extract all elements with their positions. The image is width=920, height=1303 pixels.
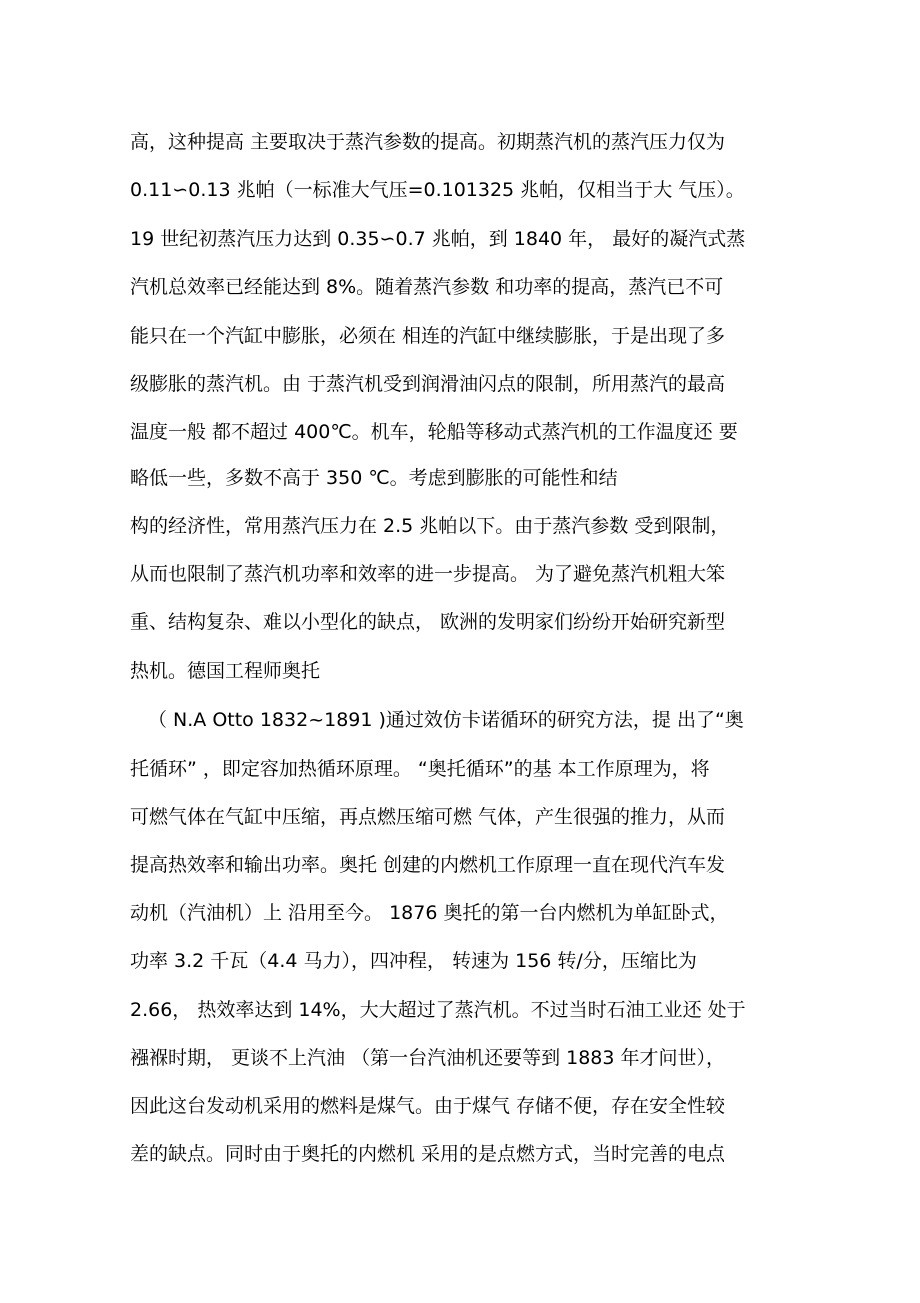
text-line: 0.11∽0.13 兆帕（一标准大气压=0.101325 兆帕，仅相当于大 气压）。: [130, 179, 745, 201]
text-line: 19 世纪初蒸汽压力达到 0.35∽0.7 兆帕，到 1840 年， 最好的凝汽式蒸: [130, 228, 746, 250]
text-line: 能只在一个汽缸中膨胀，必须在 相连的汽缸中继续膨胀，于是出现了多: [130, 325, 726, 347]
text-line: 托循环” ，即定容加热循环原理。 “奥托循环”的基 本工作原理为，将: [130, 758, 710, 780]
text-line: 汽机总效率已经能达到 8%。随着蒸汽参数 和功率的提高，蒸汽已不可: [130, 276, 724, 298]
text-line: 提高热效率和输出功率。奥托 创建的内燃机工作原理一直在现代汽车发: [130, 854, 726, 876]
text-line: 功率 3.2 千瓦（4.4 马力），四冲程， 转速为 156 转/分，压缩比为: [130, 950, 697, 972]
text-line: 从而也限制了蒸汽机功率和效率的进一步提高。 为了避免蒸汽机粗大笨: [130, 563, 726, 585]
text-line: 略低一些，多数不高于 350 ℃。考虑到膨胀的可能性和结: [130, 467, 618, 489]
text-line: 构的经济性，常用蒸汽压力在 2.5 兆帕以下。由于蒸汽参数 受到限制，: [130, 515, 730, 537]
text-line: 重、结构复杂、难以小型化的缺点， 欧洲的发明家们纷纷开始研究新型: [130, 611, 726, 633]
text-line: 可燃气体在气缸中压缩，再点燃压缩可燃 气体，产生很强的推力，从而: [130, 806, 726, 828]
text-line: 热机。德国工程师奥托: [130, 660, 321, 682]
text-line: 动机（汽油机）上 沿用至今。 1876 奥托的第一台内燃机为单缸卧式，: [130, 902, 729, 924]
text-line: 因此这台发动机采用的燃料是煤气。由于煤气 存储不便，存在安全性较: [130, 1095, 726, 1117]
text-line: 襁褓时期， 更谈不上汽油 （第一台汽油机还要等到 1883 年才问世），: [130, 1047, 726, 1069]
text-line: 温度一般 都不超过 400℃。机车，轮船等移动式蒸汽机的工作温度还 要: [130, 421, 738, 443]
text-line: 级膨胀的蒸汽机。由 于蒸汽机受到润滑油闪点的限制，所用蒸汽的最高: [130, 373, 726, 395]
text-line: 2.66， 热效率达到 14%，大大超过了蒸汽机。不过当时石油工业还 处于: [130, 999, 746, 1021]
text-line: 高，这种提高 主要取决于蒸汽参数的提高。初期蒸汽机的蒸汽压力仅为: [130, 131, 726, 153]
text-line: 差的缺点。同时由于奥托的内燃机 采用的是点燃方式，当时完善的电点: [130, 1143, 726, 1165]
text-line: （ N.A Otto 1832~1891 )通过效仿卡诺循环的研究方法，提 出了“奥: [148, 709, 744, 731]
